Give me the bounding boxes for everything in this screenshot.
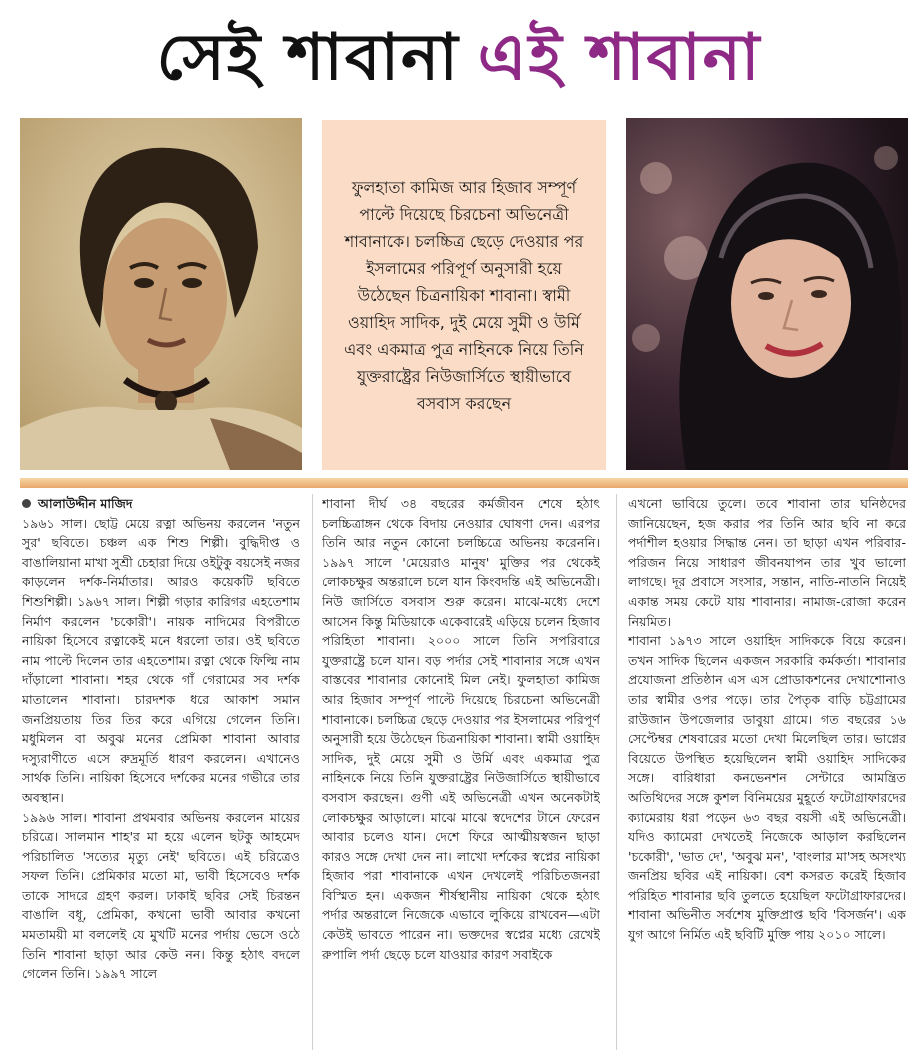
quote-text: ফুলহাতা কামিজ আর হিজাব সম্পূর্ণ পাল্টে দিয়েছে চিরচেনা অভিনেত্রী শাবানাকে। চলচ্চিত্র ছেড়ে দেওয়ার পর ইসলামের পরিপূর্ণ অনুসারী হয়ে উঠেছেন চিত্রনায়িকা শাবানা। স্বামী ওয়াহিদ সাদিক, দুই মেয়ে সুমী ও উর্মি এবং একমাত্র পুত্র নাহিনকে নিয়ে তিনি যুক্তরাষ্ট্রের নিউজার্সিতে স্থায়ীভাবে বসবাস করছেন bbox=[344, 177, 584, 413]
article-column-3 bbox=[628, 494, 906, 1050]
byline bbox=[22, 494, 300, 514]
article-column-2 bbox=[322, 494, 600, 1050]
photo-shabana-hijab bbox=[626, 118, 908, 470]
column-divider bbox=[312, 494, 313, 1050]
portrait-young-actress-icon bbox=[20, 118, 302, 470]
bullet-icon bbox=[22, 499, 31, 508]
photo-young-shabana bbox=[20, 118, 302, 470]
article-column-1 bbox=[22, 494, 300, 1050]
paragraph: ১৯৯৬ সাল। শাবানা প্রথমবার অভিনয় করলেন মায়ের চরিত্রে। সালমান শাহ'র মা হয়ে এলেন ছটকু আহমেদ পরিচালিত 'সত্যের মৃত্যু নেই' ছবিতে। এই চরিত্রেও সফল তিনি। প্রেমিকার মতো মা, ভাবী হিসেবেও দর্শক তাকে সাদরে গ্রহণ করল। ঢাকাই ছবির সেই চিরন্তন বাঙালি বধূ, প্রেমিকা, কখনো ভাবী আবার কখনো মমতাময়ী মা বললেই যে মুখটি মনের পর্দায় ভেসে ওঠে তিনি শাবানা ছাড়া আর কেউ নন। কিন্তু হঠাৎ বদলে গেলেন তিনি। ১৯৯৭ সালে bbox=[22, 809, 300, 982]
portrait-woman-in-hijab-icon bbox=[626, 118, 908, 470]
paragraph: ১৯৬১ সাল। ছোট্ট মেয়ে রত্না অভিনয় করলেন 'নতুন সুর' ছবিতে। চঞ্চল এক শিশু শিল্পী। বুদ্ধিদীপ্ত ও বাঙালিয়ানা মাখা সুশ্রী চেহারা দিয়ে ওইটুকু বয়সেই নজর কাড়লেন দর্শক-নির্মাতার। আরও কয়েকটি ছবিতে শিশুশিল্পী। ১৯৬৭ সাল। শিল্পী গড়ার কারিগর এহতেশাম নির্মাণ করলেন 'চকোরী'। নায়ক নাদিমের বিপরীতে নায়িকা হিসেবে রত্নাকেই মনে ধরলো তার। ওই ছবিতে নাম পাল্টে দিলেন তার এহতেশাম। রত্না থেকে ফিল্মি নাম দাঁড়ালো শাবানা। শহর থেকে গাঁ গেরামের সব দর্শক মাতালেন শাবানা। চারদশক ধরে আকাশ সমান জনপ্রিয়তায় তির তির করে এগিয়ে গেলেন তিনি। মধুমিলন বা অবুঝ মনের প্রেমিকা শাবানা আবার দস্যুরাণীতে এসে রুদ্রমূর্তি ধারণ করলেন। এখানেও সার্থক তিনি। নায়িকা হিসেবে দর্শকের মনের গভীরে তার অবস্থান। bbox=[22, 515, 300, 805]
paragraph: এখনো ভাবিয়ে তুলে। তবে শাবানা তার ঘনিষ্ঠদের জানিয়েছেন, হজ করার পর তিনি আর ছবি না করে পর্দাশীল হওয়ার সিদ্ধান্ত নেন। তা ছাড়া এখন পরিবার-পরিজন নিয়ে সাধারণ জীবনযাপন তার খুব ভালো লাগছে। দূর প্রবাসে সংসার, সন্তান, নাতি-নাতনি নিয়েই একান্ত সময় কেটে যায় শাবানার। নামাজ-রোজা করেন নিয়মিত। bbox=[628, 496, 906, 629]
paragraph: শাবানা ১৯৭৩ সালে ওয়াহিদ সাদিককে বিয়ে করেন। তখন সাদিক ছিলেন একজন সরকারি কর্মকর্তা। শাবানার প্রযোজনা প্রতিষ্ঠান এস এস প্রোডাকশনের দেখাশোনাও তার স্বামীর ওপর পড়ে। তার পৈতৃক বাড়ি চট্টগ্রামের রাউজান উপজেলার ডাবুয়া গ্রামে। গত বছরের ১৬ সেপ্টেম্বর শেষবারের মতো দেখা মিলেছিল তার। ভাগ্নের বিয়েতে উপস্থিত হয়েছিলেন স্বামী ওয়াহিদ সাদিকের সঙ্গে। বারিধারা কনভেনশন সেন্টারে আমন্ত্রিত অতিথিদের সঙ্গে কুশল বিনিময়ের মুহূর্তে ফটোগ্রাফারদের ক্যামেরায় ধরা পড়েন ৬৩ বছর বয়সী এই অভিনেত্রী। যদিও ক্যামেরা দেখতেই নিজেকে আড়াল করছিলেন 'চকোরী', 'ভাত দে', 'অবুঝ মন', 'বাংলার মা'সহ অসংখ্য জনপ্রিয় ছবির এই নায়িকা। বেশ কসরত করেই হিজাব পরিহিত শাবানার ছবি তুলতে হয়েছিল ফটোগ্রাফারদের। শাবানা অভিনীত সর্বশেষ মুক্তিপ্রাপ্ত ছবি 'বিসর্জন'। এক যুগ আগে নির্মিত এই ছবিটি মুক্তি পায় ২০১০ সালে। bbox=[628, 633, 906, 943]
divider-band bbox=[20, 478, 908, 488]
paragraph: শাবানা দীর্ঘ ৩৪ বছরের কর্মজীবন শেষে হঠাৎ চলচ্চিত্রাঙ্গন থেকে বিদায় নেওয়ার ঘোষণা দেন। এরপর তিনি আর নতুন কোনো চলচ্চিত্রে অভিনয় করেননি। ১৯৯৭ সালে 'মেয়েরাও মানুষ' মুক্তির পর থেকেই লোকচক্ষুর অন্তরালে চলে যান কিংবদন্তি এই অভিনেত্রী। নিউ জার্সিতে বসবাস শুরু করেন। মাঝে-মধ্যে দেশে আসেন কিন্তু মিডিয়াকে একেবারেই এড়িয়ে চলেন হিজাব পরিহিতা শাবানা। ২০০০ সালে তিনি সপরিবারে যুক্তরাষ্ট্রে চলে যান। বড় পর্দার সেই শাবানার সঙ্গে এখন বাস্তবের শাবানার কোনোই মিল নেই। ফুলহাতা কামিজ আর হিজাব সম্পূর্ণ পাল্টে দিয়েছে চিরচেনা অভিনেত্রী শাবানাকে। চলচ্চিত্র ছেড়ে দেওয়ার পর ইসলামের পরিপূর্ণ অনুসারী হয়ে উঠেছেন চিত্রনায়িকা শাবানা। স্বামী ওয়াহিদ সাদিক, দুই মেয়ে সুমী ও উর্মি এবং একমাত্র পুত্র নাহিনকে নিয়ে তিনি যুক্তরাষ্ট্রের নিউজার্সিতে স্থায়ীভাবে বসবাস করছেন। গুণী এই অভিনেত্রী এখন অনেকটাই লোকচক্ষুর আড়ালে। মাঝে মাঝে স্বদেশের টানে ফেরেন আবার চলেও যান। দেশে ফিরে আত্মীয়স্বজন ছাড়া কারও সঙ্গে দেখা দেন না। লাখো দর্শকের স্বপ্নের নায়িকা হিজাব পরা শাবানাকে এখন দেখলেই পরিচিতজনরা বিস্মিত হন। একজন শীর্ষস্থানীয় নায়িকা থেকে হঠাৎ পর্দার অন্তরালে নিজেকে এভাবে লুকিয়ে রাখবেন—এটা কেউই ভাবতে পারেন না। ভক্তদের স্বপ্নের মধ্যে রেখেই রুপালি পর্দা ছেড়ে চলে যাওয়ার কারণ সবাইকে bbox=[322, 496, 600, 962]
headline-part-2: এই শাবানা bbox=[477, 21, 762, 95]
quote-box bbox=[322, 120, 606, 470]
headline-part-1: সেই শাবানা bbox=[156, 21, 460, 95]
column-divider bbox=[616, 494, 617, 1050]
byline-author: আলাউদ্দীন মাজিদ bbox=[38, 496, 133, 511]
headline bbox=[0, 8, 918, 108]
